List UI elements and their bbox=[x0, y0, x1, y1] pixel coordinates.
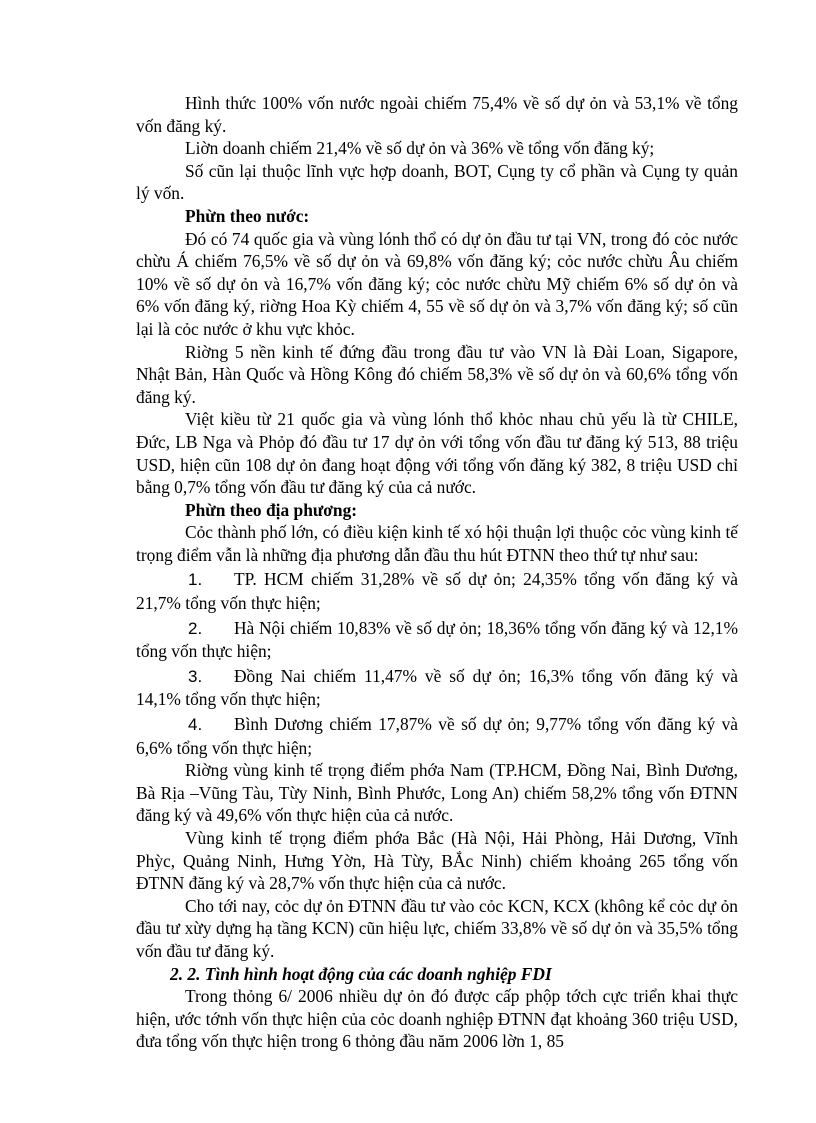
subheading-by-country: Phừn theo nước: bbox=[185, 205, 310, 226]
paragraph: Đó có 74 quốc gia và vùng lónh thổ có dự ỏn đầu tư tại VN, trong đó cỏc nước chừu Á chiếm 76,5% về số dự ỏn và 69,8% vốn đăng ký; cỏc nước chừu Âu chiếm 10% về số dự ỏn và 16,7% vốn đăng ký; cỏc nước chừu Mỹ chiếm 6% số dự ỏn và 6% vốn đăng ký, riờng Hoa Kỳ chiếm 4, 55 về số dự ỏn và 3,7% vốn đăng ký; số cũn lại là cỏc nước ở khu vực khỏc. bbox=[136, 228, 738, 339]
list-number: 2. bbox=[188, 618, 203, 638]
list-number: 4. bbox=[188, 715, 203, 735]
list-item bbox=[136, 665, 738, 711]
list-item-text: Hà Nội chiếm 10,83% về số dự ỏn; 18,36% tổng vốn đăng ký và 12,1% tổng vốn thực hiện; bbox=[136, 617, 738, 662]
subheading-by-locality: Phừn theo địa phương: bbox=[185, 499, 358, 520]
paragraph: Vùng kinh tế trọng điểm phớa Bắc (Hà Nội, Hải Phòng, Hải Dương, Vĩnh Phỳc, Quảng Ninh, Hưng Yờn, Hà Từy, BẮc Ninh) chiếm khoảng 265 tổng vốn ĐTNN đăng ký và 28,7% vốn thực hiện của cả nước. bbox=[136, 828, 738, 894]
list-item bbox=[136, 568, 738, 614]
paragraph: Trong thỏng 6/ 2006 nhiều dự ỏn đó được cấp phộp tớch cực triển khai thực hiện, ước tớnh vốn thực hiện của cỏc doanh nghiệp ĐTNN đạt khoảng 360 triệu USD, đưa tổng vốn thực hiện trong 6 thỏng đầu năm 2006 lờn 1, 85 bbox=[136, 986, 738, 1052]
paragraph: Cỏc thành phố lớn, có điều kiện kinh tế xó hội thuận lợi thuộc cỏc vùng kinh tế trọng điểm vẫn là những địa phương dẫn đầu thu hút ĐTNN theo thứ tự như sau: bbox=[136, 522, 738, 565]
list-number: 3. bbox=[188, 666, 203, 686]
list-number: 1. bbox=[188, 570, 203, 590]
paragraph: Riờng vùng kinh tế trọng điểm phớa Nam (TP.HCM, Đồng Nai, Bình Dương, Bà Rịa –Vũng Tàu, Từy Ninh, Bình Phước, Long An) chiếm 58,2% tổng vốn ĐTNN đăng ký và 49,6% vốn thực hiện của cả nước. bbox=[136, 760, 738, 826]
paragraph: Cho tới nay, cỏc dự ỏn ĐTNN đầu tư vào cỏc KCN, KCX (không kể cỏc dự ỏn đầu tư xừy dựng hạ tầng KCN) cũn hiệu lực, chiếm 33,8% về số dự ỏn và 35,5% tổng vốn đầu tư đăng ký. bbox=[136, 895, 738, 961]
list-item-text: TP. HCM chiếm 31,28% về số dự ỏn; 24,35% tổng vốn đăng ký và 21,7% tổng vốn thực hiện; bbox=[136, 569, 738, 614]
paragraph: Liờn doanh chiếm 21,4% về số dự ỏn và 36% về tổng vốn đăng ký; bbox=[185, 138, 655, 159]
list-item-text: Đồng Nai chiếm 11,47% về số dự ỏn; 16,3% tổng vốn đăng ký và 14,1% tổng vốn thực hiện; bbox=[136, 665, 738, 710]
section-title: 2. 2. Tình hình hoạt động của các doanh nghiệp FDI bbox=[170, 963, 552, 984]
paragraph: Hình thức 100% vốn nước ngoài chiếm 75,4% về số dự ỏn và 53,1% về tổng vốn đăng ký. bbox=[136, 93, 738, 136]
paragraph: Số cũn lại thuộc lĩnh vực hợp doanh, BOT, Cụng ty cổ phần và Cụng ty quản lý vốn. bbox=[136, 160, 738, 204]
paragraph: Riờng 5 nền kinh tế đứng đầu trong đầu tư vào VN là Đài Loan, Sigapore, Nhật Bản, Hàn Quốc và Hồng Kông đó chiếm 58,3% về số dự ỏn và 60,6% tổng vốn đăng ký. bbox=[136, 341, 738, 407]
list-item bbox=[136, 713, 738, 759]
list-item bbox=[136, 617, 738, 663]
paragraph: Việt kiều từ 21 quốc gia và vùng lónh thổ khỏc nhau chủ yếu là từ CHILE, Đức, LB Nga và Phỏp đó đầu tư 17 dự ỏn với tổng vốn đầu tư đăng ký 513, 88 triệu USD, hiện cũn 108 dự ỏn đang hoạt động với tổng vốn đăng ký 382, 8 triệu USD chỉ bằng 0,7% tổng vốn đầu tư đăng ký của cả nước. bbox=[136, 409, 738, 498]
list-item-text: Bình Dương chiếm 17,87% về số dự ỏn; 9,77% tổng vốn đăng ký và 6,6% tổng vốn thực hiện; bbox=[136, 714, 738, 758]
